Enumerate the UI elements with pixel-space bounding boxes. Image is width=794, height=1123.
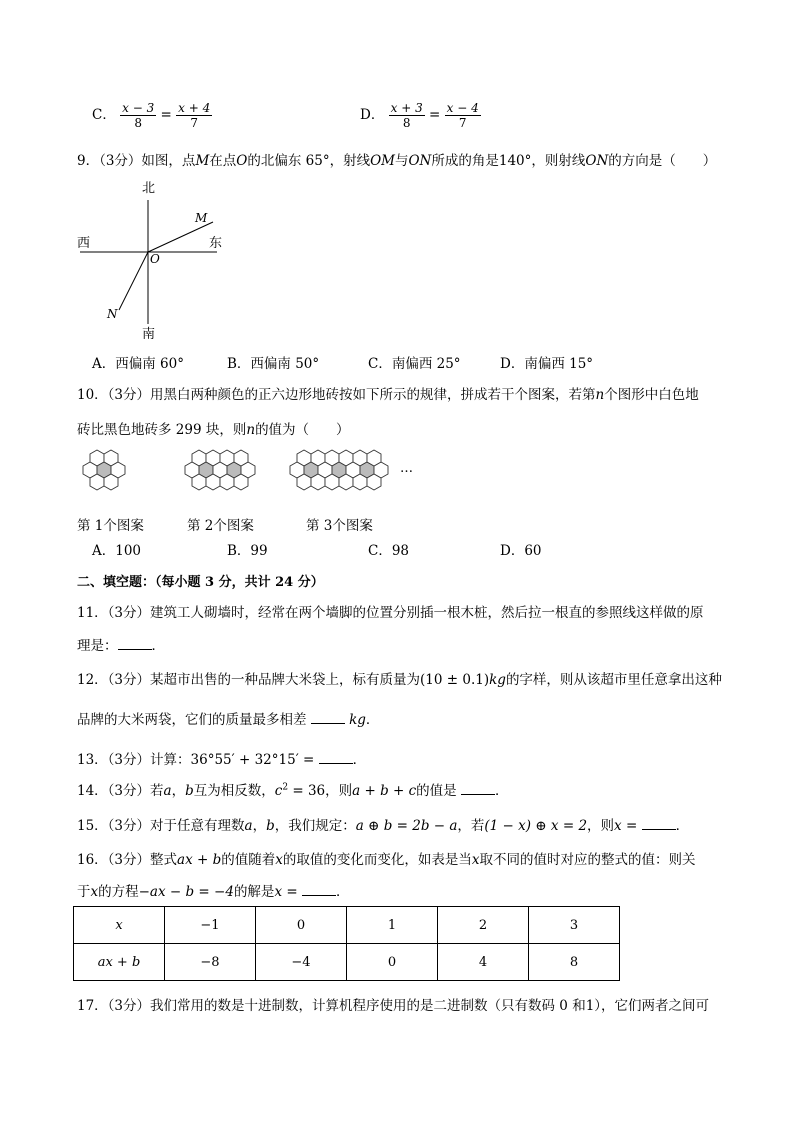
q11-line2: 理是： ． [77,638,165,654]
label-west: 西 [77,236,91,251]
ellipsis: … [400,461,413,476]
label-o: O [150,252,160,266]
ray-on [119,252,148,310]
hex-tile [234,474,248,490]
table-cell: 1 [347,907,438,944]
fraction: $\frac{x + 4}{7}$ [178,101,211,130]
q10-option-c: C．98 [368,543,410,559]
ray-om [148,222,213,252]
compass-figure [75,178,235,343]
q8-option-c: C． $\frac{x - 3}{8}$ = $\frac{x + 4}{7}$ [92,101,211,130]
table-cell: 4 [438,944,529,981]
q11-line1: 11．（3分）建筑工人砌墙时，经常在两个墙脚的位置分别插一根木桩，然后拉一根直的参照线这样做的原 [77,605,704,621]
hex-tile [104,474,118,490]
hex-tile [339,474,353,490]
hex-tile [297,474,311,490]
hex-tile [311,474,325,490]
answer-blank [302,883,336,896]
answer-blank [118,637,152,650]
q9-stem: 9．（3分）如图，点M在点O的北偏东 65°，射线OM与ON所成的角是140°，则射线ON的方向是（ ） [77,153,717,169]
q10-stem-line2: 砖比黑色地砖多 299 块，则n的值为（ ） [77,422,350,438]
hexagon-patterns [80,448,420,500]
q10-stem-line1: 10．（3分）用黑白两种颜色的正六边形地砖按如下所示的规律，拼成若干个图案，若第n个图形中白色地 [77,387,699,403]
answer-blank [461,782,495,795]
section-2-title: 二、填空题：（每小题 3 分，共计 24 分） [77,575,324,590]
q17-line1: 17．（3分）我们常用的数是十进制数，计算机程序使用的是二进制数（只有数码 0 和1），它们两者之间可 [77,998,710,1014]
hex-tile [234,450,248,466]
table-cell: 8 [529,944,620,981]
q12-line2: 品牌的大米两袋，它们的质量最多相差 kg． [77,712,380,728]
q10-option-d: D．60 [500,543,542,559]
label-m: M [195,211,208,225]
fraction: $\frac{x - 3}{8}$ [122,101,155,130]
label-n: N [107,307,118,321]
q13: 13．（3分）计算：36°55′ + 32°15′ = ． [77,752,367,768]
table-cell: ax + b [74,944,165,981]
caption-pattern-2: 第 2个图案 [187,518,254,534]
q14: 14．（3分）若a，b互为相反数，$c^2 = 36$，则a + b + c的值是 ． [77,782,509,799]
pattern-1 [83,450,125,490]
table-cell: −4 [256,944,347,981]
fraction: $\frac{x + 3}{8}$ [390,101,423,130]
answer-blank [311,711,345,724]
table-cell: 3 [529,907,620,944]
q16-line2: 于x的方程−ax − b = −4的解是x = ． [77,884,350,900]
q9-option-d: D．南偏西 15° [500,356,594,372]
table-cell: −8 [165,944,256,981]
hex-tile [367,450,381,466]
caption-pattern-3: 第 3个图案 [306,518,373,534]
label-south: 南 [142,327,156,342]
table-cell: 0 [347,944,438,981]
pattern-3 [290,450,388,490]
hex-tile [325,474,339,490]
table-row [74,907,620,944]
q15: 15．（3分）对于任意有理数a，b，我们规定：a ⊕ b = 2b − a，若(1 − x) ⊕ x = 2，则x = ． [77,818,690,834]
label-north: 北 [142,181,156,196]
label-east: 东 [209,236,223,251]
table-row [74,944,620,981]
q8-option-d: D． $\frac{x + 3}{8}$ = $\frac{x - 4}{7}$ [360,101,479,130]
q10-option-b: B．99 [227,543,268,559]
hex-tile [192,474,206,490]
q16-value-table [73,906,620,981]
hex-tile [206,474,220,490]
caption-pattern-1: 第 1个图案 [77,518,144,534]
table-cell: −1 [165,907,256,944]
hex-tile [220,474,234,490]
q9-option-b: B．西偏南 50° [227,356,320,372]
hex-tile [353,474,367,490]
table-cell: 0 [256,907,347,944]
q9-option-a: A．西偏南 60° [92,356,184,372]
table-cell: x [74,907,165,944]
q10-option-a: A．100 [92,543,142,559]
fraction: $\frac{x - 4}{7}$ [446,101,479,130]
table-cell: 2 [438,907,529,944]
hex-tile [90,474,104,490]
answer-blank [642,817,676,830]
q12-line1: 12．（3分）某超市出售的一种品牌大米袋上，标有质量为(10 ± 0.1)kg的字样，则从该超市里任意拿出这种 [77,672,722,688]
q9-option-c: C．南偏西 25° [368,356,461,372]
hex-tile [367,474,381,490]
pattern-2 [185,450,255,490]
q16-line1: 16．（3分）整式ax + b的值随着x的取值的变化而变化，如表是当x取不同的值时对应的整式的值：则关 [77,852,696,868]
answer-blank [319,751,353,764]
